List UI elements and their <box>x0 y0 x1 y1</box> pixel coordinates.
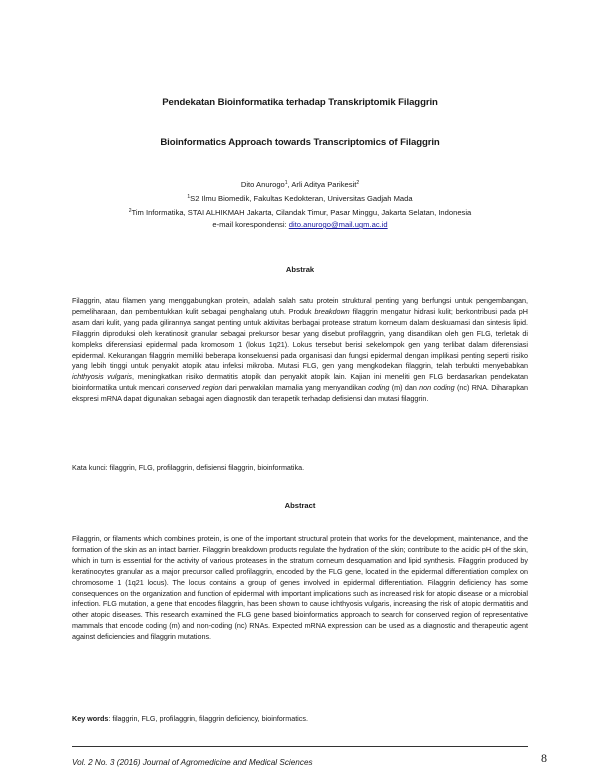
author-block <box>0 177 600 231</box>
email-link[interactable]: dito.anurogo@mail.ugm.ac.id <box>288 220 388 229</box>
title-indonesian: Pendekatan Bioinformatika terhadap Transkriptomik Filaggrin <box>162 97 438 108</box>
journal-footer: Vol. 2 No. 3 (2016) Journal of Agromedicine and Medical Sciences <box>72 758 313 767</box>
abstract-body-id: Filaggrin, atau filamen yang menggabungkan protein, adalah salah satu protein struktural penting yang berfungsi untuk pengembangan, pemeliharaan, dan pembentukkan kulit sebagai penghalang utuh. Produk breakdown filaggrin mengatur hidrasi kulit; berkontribusi pada pH asam dari kulit, yang pada gilirannya sangat penting untuk aktivitas berbagai protease stratum korneum dalam deskuamasi dan sintesis lipid. Filaggrin diproduksi oleh keratinosit granular sebagai prekursor besar yang disebut profilaggrin, yang disandikan oleh gen FLG, terletak di kompleks diferensiasi epidermal pada kromosom 1 (lokus 1q21). Lokus tersebut berisi sekelompok gen yang terlibat dalam diferensiasi epidermal. Kekurangan filaggrin memiliki beberapa konsekuensi pada organisasi dan fungsi epidermal dengan implikasi penting seperti risiko yang lebih tinggi untuk penyakit atopik atau infeksi mikroba. Mutasi FLG, gen yang mengkodekan filaggrin, telah terbukti menyebabkan ichthyosis vulgaris, meningkatkan risiko dermatitis atopik dan penyakit atopik lain. Kajian ini meneliti gen FLG berdasarkan pendekatan bioinformatika untuk mencari conserved region dari perwakilan mamalia yang menyandikan coding (m) dan non coding (nc) RNA. Diharapkan ekspresi mRNA dapat digunakan sebagai agen diagnostik dan terapetik terhadap defisiensi dan mutasi filaggrin. <box>72 296 528 404</box>
author-sup: 2 <box>356 180 360 186</box>
keywords-en: Key words: filaggrin, FLG, profilaggrin, filaggrin deficiency, bioinformatics. <box>72 714 308 723</box>
abstract-heading-en: Abstract <box>284 501 316 510</box>
keywords-id: Kata kunci: filaggrin, FLG, profilaggrin, defisiensi filaggrin, bioinformatika. <box>72 463 305 472</box>
abstract-heading-id: Abstrak <box>285 265 315 274</box>
page-number: 8 <box>529 747 559 769</box>
author-name: Arli Aditya Parikesit <box>291 180 357 189</box>
affiliation-1: $^1$S2 Ilmu Biomedik, Fakultas Kedokteran, Universitas Gadjah Mada <box>187 194 413 203</box>
author-names: Dito Anurogo$^1$, Arli Aditya Parikesit$^2$ <box>240 180 360 189</box>
email-label: e-mail korespondensi: <box>212 220 289 229</box>
title-english: Bioinformatics Approach towards Transcriptomics of Filaggrin <box>160 137 440 148</box>
affiliation-2: $^2$Tim Informatika, STAI ALHIKMAH Jakarta, Cilandak Timur, Pasar Minggu, Jakarta Selatan, Indonesia <box>128 208 472 217</box>
author-sup: 1 <box>284 180 288 186</box>
author-name: Dito Anurogo <box>240 180 285 189</box>
abstract-body-en: Filaggrin, or filaments which combines protein, is one of the important structural protein that works for the development, maintenance, and the formation of the skin as an intact barrier. Filaggrin breakdown products regulate the hydration of the skin; contribute to the acidic pH of the skin, which in turn is essential for the activity of various proteases in the stratum corneum desquamation and lipid synthesis. Filaggrin produced by keratinocytes granular as a major precursor called profilaggrin, encoded by the FLG gene, located in the epidermal differentiation complex on chromosome 1 (1q21 locus). The locus contains a group of genes involved in epidermal differentiation. Filaggrin deficiency has some consequences on the organization and function of epidermal with important implications such as increased risk for atopic disease or a microbial infection. FLG mutation, a gene that encodes filaggrin, has been shown to cause ichthyosis vulgaris, increasing the risk of atopic dermatitis and other atopic diseases. This research examined the FLG gene based bioinformatics approach to search for conserved region of representative mammals that encode coding (m) and non-coding (nc) RNAs. Expected mRNA expression can be used as a diagnostic and therapeutic agent against deficiencies and filaggrin mutations. <box>72 534 528 642</box>
correspondence <box>0 219 600 231</box>
footer-divider <box>72 746 528 747</box>
